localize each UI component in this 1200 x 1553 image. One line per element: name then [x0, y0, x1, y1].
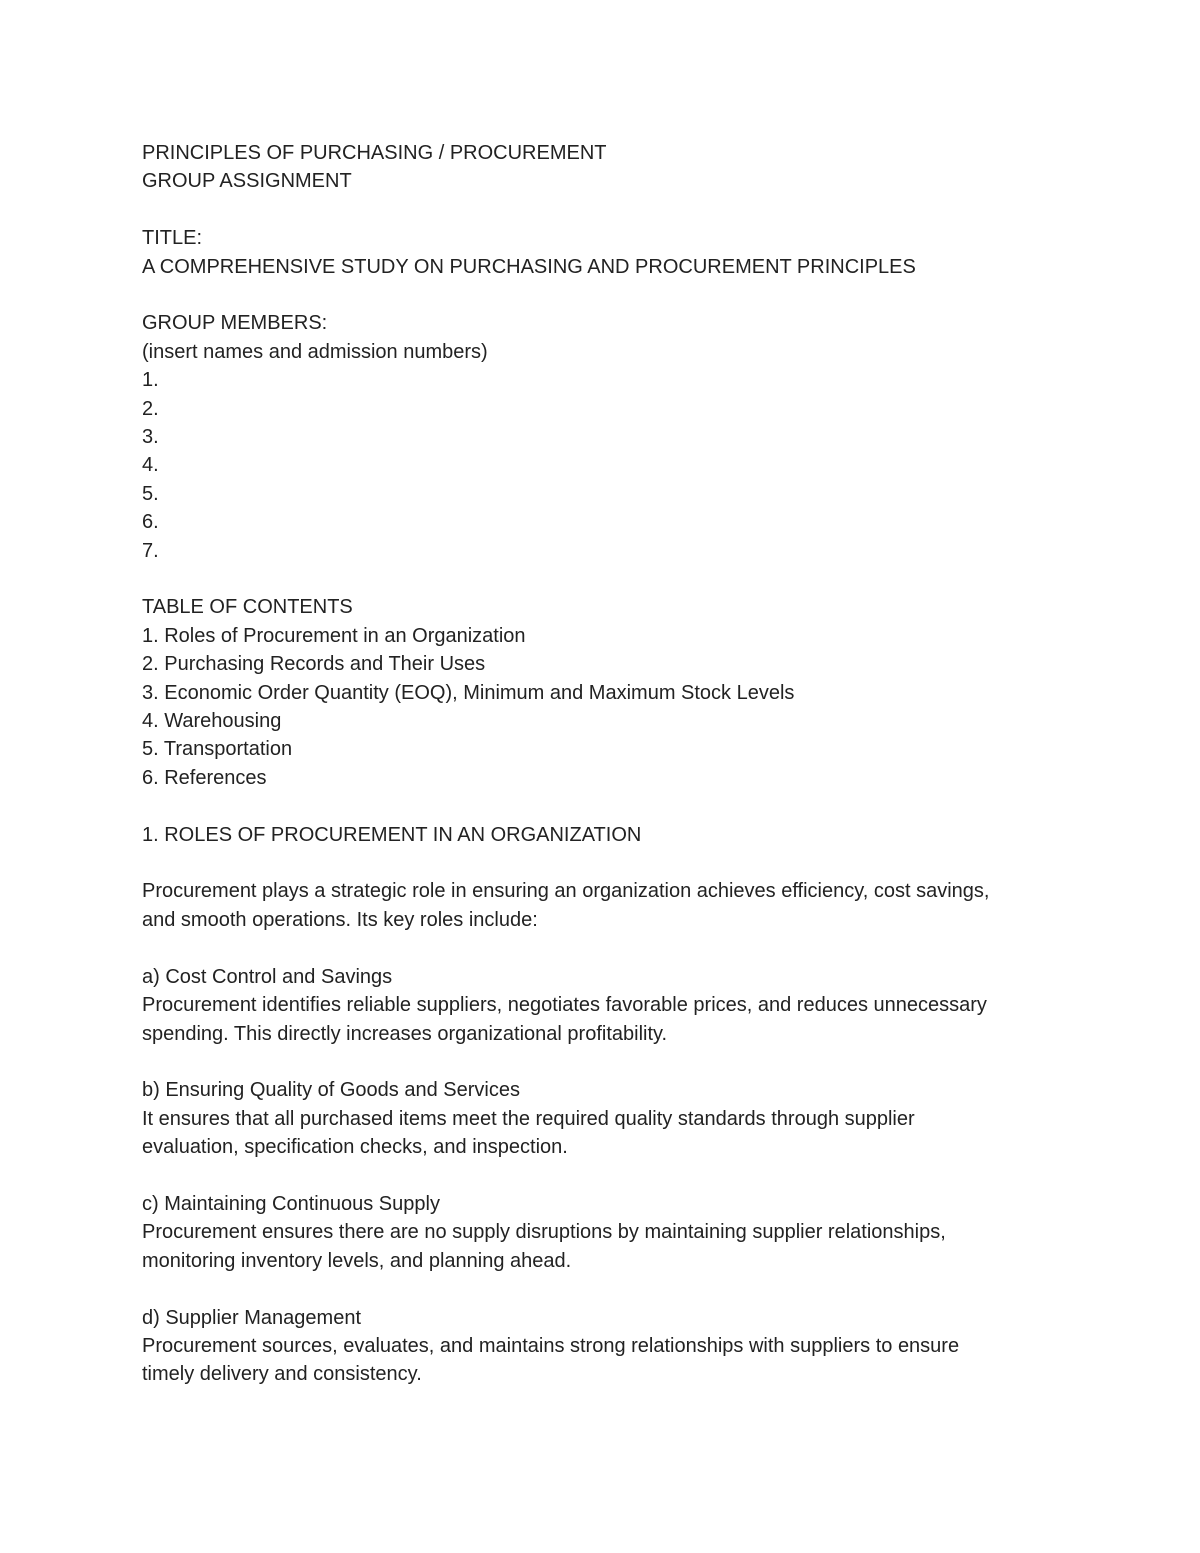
blank-line [142, 196, 1072, 224]
group-members-note: (insert names and admission numbers) [142, 340, 488, 363]
toc-item: 5. Transportation [142, 738, 293, 761]
toc-item: 4. Warehousing [142, 710, 282, 733]
toc-item: 3. Economic Order Quantity (EOQ), Minimum and Maximum Stock Levels [142, 681, 795, 704]
member-slot: 3. [142, 426, 159, 449]
member-slot: 7. [142, 539, 159, 562]
role-text-line: spending. This directly increases organizational profitability. [142, 1022, 668, 1045]
toc-item: 2. Purchasing Records and Their Uses [142, 653, 486, 676]
role-text-line: monitoring inventory levels, and planning ahead. [142, 1249, 572, 1272]
blank-line [142, 934, 1072, 962]
blank-line [142, 1162, 1072, 1190]
member-slot: 1. [142, 369, 159, 392]
intro-line: Procurement plays a strategic role in ensuring an organization achieves efficiency, cost savings, [142, 880, 990, 903]
course-title: PRINCIPLES OF PURCHASING / PROCUREMENT [142, 142, 607, 164]
member-slot: 6. [142, 511, 159, 534]
role-text-line: timely delivery and consistency. [142, 1363, 422, 1386]
role-text-line: It ensures that all purchased items meet the required quality standards through supplier [142, 1107, 915, 1130]
blank-line [142, 792, 1072, 820]
role-block-cost-control [142, 963, 1072, 1048]
blank-line [142, 565, 1072, 593]
role-text-line: Procurement sources, evaluates, and maintains strong relationships with suppliers to ensure [142, 1334, 960, 1357]
role-title: a) Cost Control and Savings [142, 965, 393, 988]
document-content [142, 139, 1072, 1389]
role-block-continuous-supply [142, 1190, 1072, 1275]
blank-line [142, 849, 1072, 877]
role-title: c) Maintaining Continuous Supply [142, 1192, 440, 1215]
member-slot: 5. [142, 482, 159, 505]
member-slot: 2. [142, 397, 159, 420]
blank-line [142, 1048, 1072, 1076]
group-members-list [142, 366, 1072, 565]
toc-heading: TABLE OF CONTENTS [142, 596, 353, 619]
section-intro [142, 877, 1072, 934]
blank-line [142, 281, 1072, 309]
role-block-supplier-management [142, 1304, 1072, 1389]
toc-item: 6. References [142, 766, 267, 789]
intro-line: and smooth operations. Its key roles include: [142, 908, 538, 931]
toc-item: 1. Roles of Procurement in an Organization [142, 624, 526, 647]
role-block-quality [142, 1076, 1072, 1161]
assignment-label: GROUP ASSIGNMENT [142, 170, 352, 193]
title-label: TITLE: [142, 227, 203, 250]
blank-line [142, 1275, 1072, 1303]
role-title: b) Ensuring Quality of Goods and Services [142, 1079, 520, 1102]
role-text-line: evaluation, specification checks, and inspection. [142, 1136, 568, 1159]
member-slot: 4. [142, 454, 159, 477]
role-title: d) Supplier Management [142, 1306, 362, 1329]
role-text-line: Procurement ensures there are no supply disruptions by maintaining supplier relationships, [142, 1221, 946, 1244]
role-text-line: Procurement identifies reliable suppliers, negotiates favorable prices, and reduces unnecessary [142, 994, 987, 1017]
section-heading: 1. ROLES OF PROCUREMENT IN AN ORGANIZATION [142, 823, 642, 846]
document-title: A COMPREHENSIVE STUDY ON PURCHASING AND PROCUREMENT PRINCIPLES [142, 255, 916, 278]
toc-list [142, 622, 1072, 792]
group-members-label: GROUP MEMBERS: [142, 312, 328, 335]
